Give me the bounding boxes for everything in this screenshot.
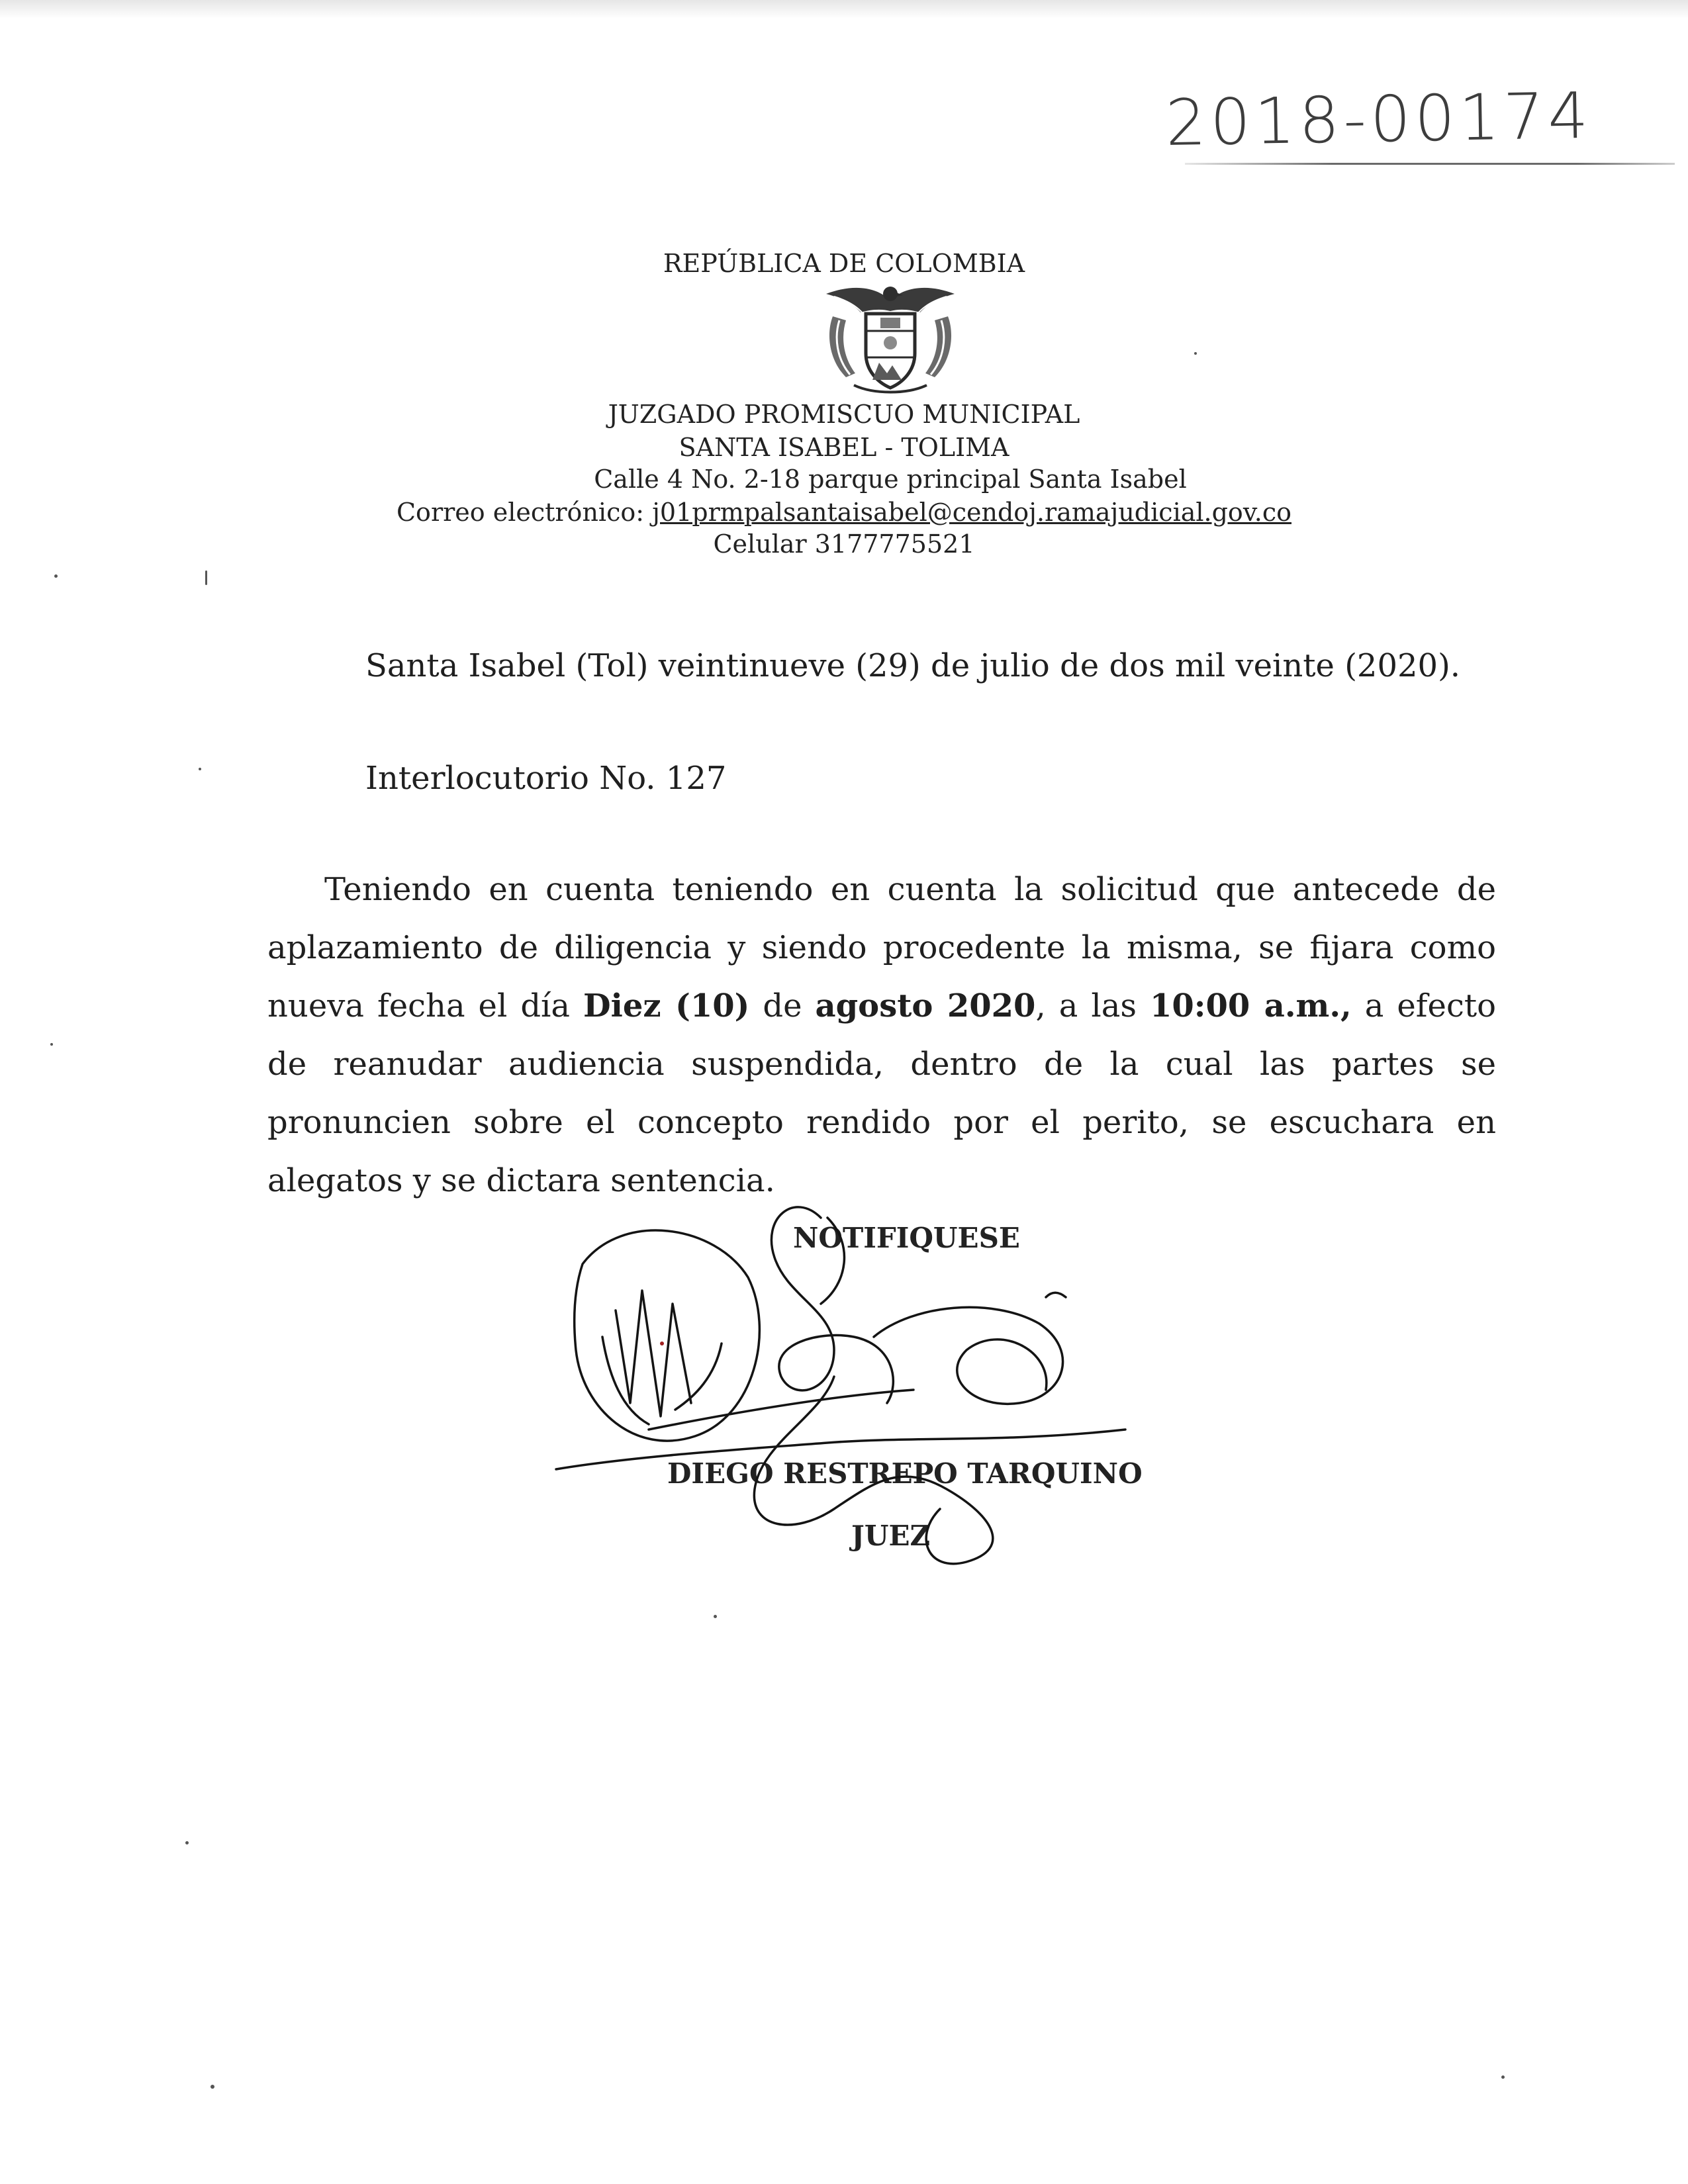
judge-title: JUEZ <box>851 1520 931 1552</box>
scan-speck <box>185 1841 189 1844</box>
body-bold-time: 10:00 a.m., <box>1149 987 1352 1024</box>
header-address: Calle 4 No. 2-18 parque principal Santa Isabel <box>594 465 1187 494</box>
header-phone: Celular 3177775521 <box>713 529 975 559</box>
scan-speck <box>50 1043 53 1046</box>
interlocutorio-number: Interlocutorio No. 127 <box>365 760 727 797</box>
body-text-2: de <box>749 987 816 1024</box>
email-label: Correo electrónico: <box>396 498 653 527</box>
email-link[interactable]: j01prmpalsantaisabel@cendoj.ramajudicial.gov.co <box>652 498 1292 527</box>
header-location: SANTA ISABEL - TOLIMA <box>679 433 1009 462</box>
scan-speck <box>199 768 201 770</box>
handwritten-signature-icon <box>543 1178 1165 1588</box>
body-paragraph <box>267 860 1496 1210</box>
body-text-3: , a las <box>1035 987 1150 1024</box>
reference-underline <box>1185 163 1675 165</box>
scan-border <box>0 0 1688 19</box>
scan-speck <box>211 2085 214 2089</box>
notify-heading: NOTIFIQUESE <box>793 1222 1020 1254</box>
scan-speck <box>1194 352 1197 355</box>
header-email-line <box>0 496 1688 528</box>
judge-name: DIEGO RESTREPO TARQUINO <box>667 1457 1143 1490</box>
body-text-1: Teniendo en cuenta teniendo en cuenta la solicitud que antecede de aplazamiento de diligencia y siendo procedente la misma, se fijara como nueva fecha el día <box>267 871 1496 1024</box>
scan-speck <box>205 570 207 585</box>
header-court: JUZGADO PROMISCUO MUNICIPAL <box>608 400 1080 429</box>
body-bold-day: Diez (10) <box>583 987 750 1024</box>
date-line: Santa Isabel (Tol) veintinueve (29) de julio de dos mil veinte (2020). <box>365 647 1461 684</box>
header-country: REPÚBLICA DE COLOMBIA <box>663 249 1025 278</box>
body-bold-month: agosto 2020 <box>815 987 1036 1024</box>
coat-of-arms-icon <box>814 274 966 400</box>
handwritten-reference-number: 2018-00174 <box>1165 78 1593 160</box>
scan-speck <box>54 574 58 578</box>
body-text-4: a efecto de reanudar audiencia suspendida, dentro de la cual las partes se pronuncien sobre el concepto rendido por el perito, se escuchara en alegatos y se dictara sentencia. <box>267 987 1497 1199</box>
scan-speck <box>714 1615 717 1618</box>
scan-speck <box>1501 2075 1505 2079</box>
